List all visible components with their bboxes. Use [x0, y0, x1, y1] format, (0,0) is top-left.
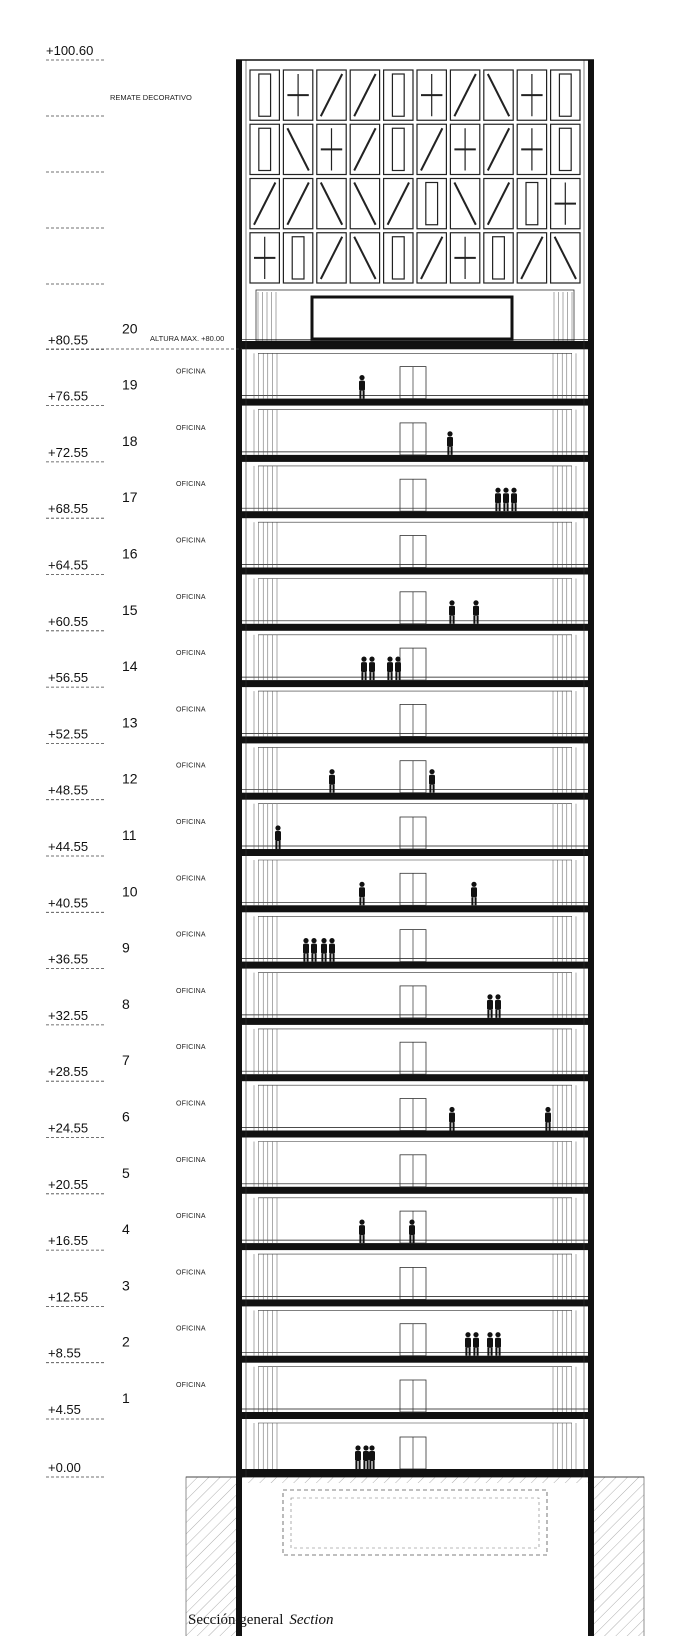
person-leg — [477, 1348, 479, 1356]
floor-use-label: OFICINA — [176, 481, 206, 489]
person-body — [369, 662, 375, 672]
person-leg — [333, 954, 335, 962]
person-leg — [465, 1348, 467, 1356]
lattice-bar — [321, 74, 342, 116]
floor-number: 7 — [122, 1052, 130, 1069]
floor-slab — [242, 455, 588, 462]
person-head — [473, 600, 478, 605]
floor-slab — [242, 1412, 588, 1419]
person-head — [409, 1220, 414, 1225]
ground-slab — [236, 1469, 594, 1477]
floor-number: 14 — [122, 658, 138, 675]
lattice-bar — [354, 128, 375, 170]
floor-number: 2 — [122, 1333, 130, 1350]
person-head — [495, 1332, 500, 1337]
lattice-bar — [488, 74, 509, 116]
person-head — [395, 657, 400, 662]
person-leg — [373, 672, 375, 680]
person-leg — [491, 1348, 493, 1356]
floor-slab — [242, 1131, 588, 1138]
lattice-bar — [254, 183, 275, 225]
person-head — [311, 938, 316, 943]
lattice-bar — [454, 183, 475, 225]
roof-tank — [312, 297, 512, 339]
lattice-bar — [559, 128, 571, 170]
lattice-panel — [283, 233, 312, 283]
person-leg — [507, 503, 509, 511]
person-leg — [307, 954, 309, 962]
lattice-bar — [421, 237, 442, 279]
lattice-panel — [484, 233, 513, 283]
level-label: +0.00 — [48, 1460, 81, 1475]
level-label: +80.55 — [48, 332, 89, 348]
person-body — [545, 1113, 551, 1123]
person-leg — [449, 616, 451, 624]
floor-use-label: OFICINA — [176, 987, 206, 995]
person-head — [465, 1332, 470, 1337]
person-body — [495, 493, 501, 503]
person-body — [447, 437, 453, 447]
lattice-panel — [417, 179, 446, 229]
person-leg — [453, 616, 455, 624]
lattice-bar — [321, 237, 342, 279]
person-body — [511, 493, 517, 503]
floor-use-label: OFICINA — [176, 1269, 206, 1277]
floor-slab — [242, 849, 588, 856]
lattice-bar — [493, 237, 505, 279]
person-body — [487, 1000, 493, 1010]
lattice-bar — [259, 128, 271, 170]
floor-slab — [242, 736, 588, 743]
person-leg — [477, 616, 479, 624]
floors — [236, 339, 594, 1477]
floor-use-label: OFICINA — [176, 650, 206, 658]
lattice-bar — [559, 74, 571, 116]
person-leg — [359, 897, 361, 905]
person-leg — [473, 616, 475, 624]
person-leg — [545, 1123, 547, 1131]
floor-slab — [242, 624, 588, 631]
wall-right — [588, 60, 594, 1636]
person-leg — [453, 1123, 455, 1131]
floor-slab — [242, 793, 588, 800]
person-body — [409, 1225, 415, 1235]
floor-number: 13 — [122, 714, 138, 731]
person-body — [329, 775, 335, 785]
person-leg — [275, 841, 277, 849]
level-label: +44.55 — [48, 839, 89, 854]
level-label: +56.55 — [48, 670, 89, 686]
lattice-bar — [392, 128, 404, 170]
person-leg — [549, 1123, 551, 1131]
floor-number: 12 — [122, 770, 138, 787]
person-head — [545, 1107, 550, 1112]
person-leg — [279, 841, 281, 849]
floor-slab — [242, 399, 588, 406]
person-head — [487, 994, 492, 999]
person-leg — [503, 503, 505, 511]
person-leg — [433, 785, 435, 793]
person-body — [395, 662, 401, 672]
person-head — [359, 882, 364, 887]
lattice-bar — [488, 183, 509, 225]
lattice-bar — [526, 183, 538, 225]
person-leg — [315, 954, 317, 962]
floor-slab — [242, 1299, 588, 1306]
person-body — [303, 944, 309, 954]
person-leg — [363, 897, 365, 905]
person-leg — [333, 785, 335, 793]
person-body — [487, 1338, 493, 1348]
floor-slab — [242, 511, 588, 518]
level-label: +8.55 — [48, 1345, 81, 1361]
floor-slab — [242, 962, 588, 969]
floor-number: 3 — [122, 1277, 130, 1294]
person-leg — [363, 1235, 365, 1243]
floor-slab — [242, 905, 588, 912]
person-body — [361, 662, 367, 672]
person-head — [359, 375, 364, 380]
person-head — [447, 431, 452, 436]
floor-number: 8 — [122, 995, 130, 1012]
crown-annotation: REMATE DECORATIVO — [110, 93, 192, 102]
person-leg — [391, 672, 393, 680]
person-body — [275, 831, 281, 841]
level-label: +28.55 — [48, 1064, 89, 1080]
floor-use-label: OFICINA — [176, 1325, 206, 1333]
floor-use-label: OFICINA — [176, 762, 206, 770]
person-body — [473, 606, 479, 616]
floor-use-label: OFICINA — [176, 931, 206, 939]
floor-slab — [242, 1018, 588, 1025]
floor-number: 5 — [122, 1164, 130, 1181]
person-leg — [491, 1010, 493, 1018]
person-leg — [511, 503, 513, 511]
floor-number: 6 — [122, 1108, 130, 1125]
floor-number: 20 — [122, 320, 138, 337]
person-body — [387, 662, 393, 672]
person-leg — [487, 1010, 489, 1018]
person-body — [355, 1451, 361, 1461]
level-label: +12.55 — [48, 1289, 89, 1305]
drawing-caption — [188, 1612, 334, 1629]
lattice-panel — [250, 70, 279, 120]
floor-slab — [242, 342, 588, 349]
person-leg — [515, 503, 517, 511]
level-label: +20.55 — [48, 1176, 89, 1192]
lattice-bar — [354, 74, 375, 116]
person-leg — [399, 672, 401, 680]
decorative-crown — [236, 70, 594, 349]
person-leg — [409, 1235, 411, 1243]
person-leg — [359, 391, 361, 399]
max-height-annotation: ALTURA MAX. +80.00 — [150, 334, 225, 343]
person-body — [429, 775, 435, 785]
floor-number: 17 — [122, 489, 138, 506]
person-leg — [355, 1461, 357, 1469]
lattice-bar — [354, 237, 375, 279]
person-leg — [329, 954, 331, 962]
lattice-bar — [292, 237, 304, 279]
caption-spanish: Sección general — [188, 1612, 284, 1628]
person-body — [311, 944, 317, 954]
lattice-bar — [421, 128, 442, 170]
person-leg — [495, 1348, 497, 1356]
person-body — [503, 493, 509, 503]
person-leg — [451, 447, 453, 455]
person-head — [329, 769, 334, 774]
lattice-panel — [551, 124, 580, 174]
floor-number: 19 — [122, 376, 138, 393]
person-head — [429, 769, 434, 774]
person-head — [503, 488, 508, 493]
person-body — [495, 1338, 501, 1348]
person-head — [321, 938, 326, 943]
top-level-label: +100.60 — [46, 43, 94, 58]
floor-number: 15 — [122, 601, 138, 618]
floor-slab — [242, 680, 588, 687]
floor-use-label: OFICINA — [176, 706, 206, 714]
person-head — [369, 657, 374, 662]
person-body — [329, 944, 335, 954]
floor-slab — [242, 568, 588, 575]
person-head — [471, 882, 476, 887]
lattice-bar — [287, 128, 308, 170]
person-leg — [499, 503, 501, 511]
lattice-panel — [384, 233, 413, 283]
person-leg — [311, 954, 313, 962]
person-leg — [413, 1235, 415, 1243]
top-level-marker — [46, 43, 242, 349]
floor-use-label: OFICINA — [176, 1213, 206, 1221]
level-label: +40.55 — [48, 895, 89, 911]
person-leg — [321, 954, 323, 962]
floor-use-label: OFICINA — [176, 1382, 206, 1389]
person-leg — [487, 1348, 489, 1356]
floor-use-label: OFICINA — [176, 819, 206, 826]
floor-number: 1 — [122, 1390, 130, 1406]
person-leg — [325, 954, 327, 962]
person-body — [359, 1225, 365, 1235]
person-head — [487, 1332, 492, 1337]
person-leg — [475, 897, 477, 905]
level-label: +32.55 — [48, 1007, 89, 1023]
level-label: +76.55 — [48, 388, 89, 404]
person-leg — [473, 1348, 475, 1356]
person-leg — [359, 1235, 361, 1243]
person-head — [495, 488, 500, 493]
person-body — [495, 1000, 501, 1010]
lattice-panel — [551, 70, 580, 120]
person-leg — [373, 1461, 375, 1469]
floor-use-label: OFICINA — [176, 875, 206, 883]
person-leg — [499, 1348, 501, 1356]
floor-slab — [242, 1074, 588, 1081]
person-head — [359, 1220, 364, 1225]
person-head — [495, 994, 500, 999]
lattice-bar — [488, 128, 509, 170]
lattice-panel — [517, 179, 546, 229]
person-leg — [495, 1010, 497, 1018]
lattice-bar — [392, 237, 404, 279]
person-body — [359, 887, 365, 897]
floor-use-label: OFICINA — [176, 368, 206, 376]
person-head — [329, 938, 334, 943]
caption-english: Section — [289, 1612, 334, 1628]
person-leg — [363, 391, 365, 399]
wall-left — [236, 60, 242, 1636]
person-head — [355, 1445, 360, 1450]
level-label: +68.55 — [48, 501, 89, 517]
lattice-bar — [354, 183, 375, 225]
level-label: +72.55 — [48, 444, 89, 460]
person-leg — [365, 672, 367, 680]
floor-use-label: OFICINA — [176, 1100, 206, 1108]
person-leg — [449, 1123, 451, 1131]
floor-use-label: OFICINA — [176, 1044, 206, 1052]
floor-use-label: OFICINA — [176, 593, 206, 601]
person-leg — [447, 447, 449, 455]
person-head — [369, 1445, 374, 1450]
person-leg — [495, 503, 497, 511]
level-labels — [46, 320, 206, 1477]
lattice-bar — [388, 183, 409, 225]
level-label: +24.55 — [48, 1120, 89, 1136]
person-leg — [367, 1461, 369, 1469]
lattice-panel — [384, 70, 413, 120]
person-body — [359, 381, 365, 391]
lattice-bar — [287, 183, 308, 225]
floor-number: 11 — [122, 827, 137, 843]
person-leg — [363, 1461, 365, 1469]
lattice-panel — [250, 124, 279, 174]
person-leg — [387, 672, 389, 680]
floor-number: 10 — [122, 883, 138, 900]
person-body — [321, 944, 327, 954]
floor-use-label: OFICINA — [176, 1156, 206, 1164]
person-head — [387, 657, 392, 662]
person-head — [449, 600, 454, 605]
person-leg — [471, 897, 473, 905]
person-head — [449, 1107, 454, 1112]
person-leg — [369, 1461, 371, 1469]
person-body — [369, 1451, 375, 1461]
person-body — [473, 1338, 479, 1348]
person-leg — [469, 1348, 471, 1356]
person-head — [361, 657, 366, 662]
person-body — [449, 1113, 455, 1123]
level-label: +4.55 — [48, 1402, 81, 1417]
person-head — [303, 938, 308, 943]
lattice-bar — [454, 74, 475, 116]
lattice-bar — [521, 237, 542, 279]
level-label: +64.55 — [48, 557, 89, 573]
person-leg — [303, 954, 305, 962]
floor-slab — [242, 1187, 588, 1194]
person-body — [465, 1338, 471, 1348]
floor-number: 4 — [122, 1221, 130, 1238]
floor-use-label: OFICINA — [176, 424, 206, 432]
level-label: +48.55 — [48, 782, 89, 798]
floor-number: 16 — [122, 545, 138, 562]
level-label: +52.55 — [48, 726, 89, 742]
level-label: +16.55 — [48, 1233, 89, 1249]
lattice-bar — [392, 74, 404, 116]
person-body — [449, 606, 455, 616]
person-leg — [429, 785, 431, 793]
floor-slab — [242, 1356, 588, 1363]
person-leg — [361, 672, 363, 680]
person-head — [363, 1445, 368, 1450]
person-leg — [499, 1010, 501, 1018]
person-head — [275, 825, 280, 830]
lattice-bar — [259, 74, 271, 116]
person-body — [363, 1451, 369, 1461]
lattice-bar — [321, 183, 342, 225]
lattice-bar — [555, 237, 576, 279]
person-leg — [369, 672, 371, 680]
floor-slab — [242, 1243, 588, 1250]
person-head — [473, 1332, 478, 1337]
level-label: +36.55 — [48, 951, 89, 967]
floor-use-label: OFICINA — [176, 537, 206, 545]
person-head — [511, 488, 516, 493]
person-leg — [395, 672, 397, 680]
person-leg — [329, 785, 331, 793]
floor-number: 9 — [122, 939, 130, 956]
lattice-panel — [384, 124, 413, 174]
level-label: +60.55 — [48, 613, 89, 629]
person-body — [471, 887, 477, 897]
lattice-bar — [426, 183, 438, 225]
floor-number: 18 — [122, 432, 138, 449]
person-leg — [359, 1461, 361, 1469]
